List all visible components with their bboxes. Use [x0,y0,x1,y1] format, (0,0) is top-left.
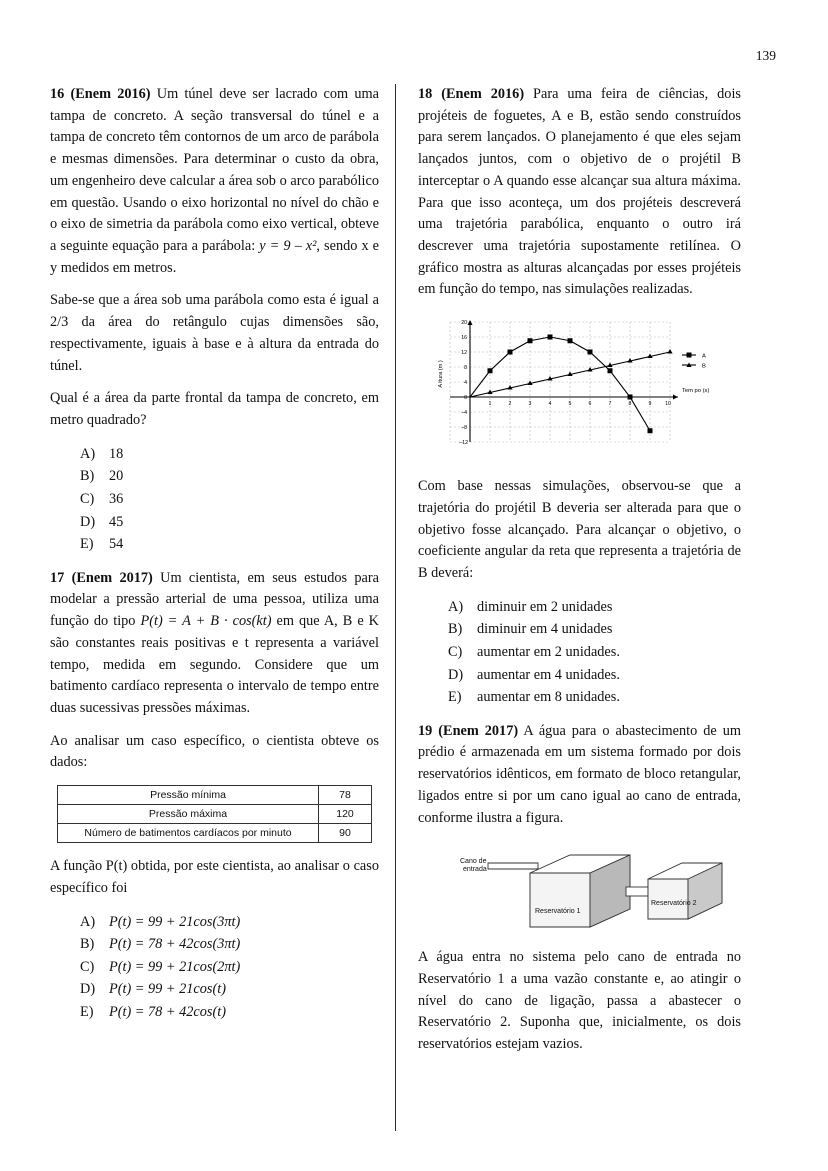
option-b[interactable] [80,465,379,488]
option-c[interactable] [448,641,741,664]
left-column [50,84,395,1131]
pipe-label-line2: entrada [462,866,487,874]
svg-text:20: 20 [460,320,467,327]
svg-text:1: 1 [488,401,491,408]
pressure-data-table [57,785,372,843]
option-b-text: diminuir em 4 unidades [477,621,613,638]
right-column [396,84,741,1131]
reservoir-2-label: Reservatório 2 [650,900,697,908]
option-a[interactable] [80,911,379,934]
row-label-batimentos: Número de batimentos cardíacos por minuto [58,824,319,843]
question-17-paragraph-3: A função P(t) obtida, por este cientista, ao analisar o caso específico foi [50,858,379,896]
question-16-text: Um túnel deve ser lacrado com uma tampa de concreto. A seção transversal do túnel e a tampa de concreto têm contornos de um arco de parábola e mesmas dimensões. Para determinar o custo da obra, um engenheiro deve calcular a área sob o arco parabólico em questão. Usando o eixo horizontal no nível do chão e o eixo de simetria da parábola como eixo vertical, obteve a seguinte equação para a parábola: [50,86,379,255]
pipe-label-line1: Cano de [459,858,486,866]
svg-text:–8: –8 [460,425,467,432]
option-b-label: B) [80,936,95,953]
question-16-paragraph-2: Sabe-se que a área sob uma parábola como esta é igual a 2/3 da área do retângulo cujas dimensões são, respectivamente, iguais à base e à altura da entrada do túnel. [50,292,379,374]
svg-text:0: 0 [463,395,467,402]
option-d-text: P(t) = 99 + 21cos(t) [109,981,226,998]
option-d[interactable] [80,978,379,1001]
row-label-pressao-maxima: Pressão máxima [58,805,319,824]
option-d[interactable] [80,511,379,534]
option-b-text: P(t) = 78 + 42cos(3πt) [109,936,241,953]
question-19-statement [418,721,741,830]
page-number: 139 [755,48,776,63]
question-18-paragraph-2: Com base nessas simulações, observou-se que a trajetória do projétil B deveria ser alterada para que o objetivo fosse alcançado. Para alcançar o objetivo, o coeficiente angular da reta que representa a trajetória de B deverá: [418,478,741,582]
svg-text:16: 16 [460,335,467,342]
option-e-label: E) [80,1003,94,1020]
option-a[interactable] [80,443,379,466]
option-c-label: C) [80,490,95,507]
reservoir-1-label: Reservatório 1 [534,908,581,916]
option-c-text: P(t) = 99 + 21cos(2πt) [109,958,241,975]
projectile-chart [430,312,730,462]
svg-text:7: 7 [608,401,611,408]
option-b[interactable] [80,933,379,956]
option-c-label: C) [80,958,95,975]
projectile-chart-wrapper [418,312,741,462]
svg-text:3: 3 [528,401,531,408]
svg-text:4: 4 [463,380,467,387]
option-d-label: D) [448,666,464,683]
option-a-text: 18 [109,445,124,462]
reservoir-svg [430,841,730,933]
question-18-text: Para uma feira de ciências, dois projéteis de foguetes, A e B, estão sendo construídos para serem lançados. O planejamento é que eles sejam lançados juntos, com o objetivo de o projétil B interceptar o A quando esse alcançar sua altura máxima. Para que isso aconteça, um dos projéteis descreverá uma trajetória parabólica, enquanto o outro irá descrever uma trajetória supostamente retilínea. O gráfico mostra as alturas alcançadas por esses projéteis em função do tempo, nas simulações realizadas. [418,86,741,298]
option-e-text: aumentar em 8 unidades. [477,689,620,706]
question-18-number: 18 (Enem 2016) [418,86,525,102]
svg-text:5: 5 [568,401,571,408]
option-c-label: C) [448,643,463,660]
option-e-text: 54 [109,536,124,553]
option-d-label: D) [80,981,96,998]
svg-text:B: B [701,363,706,370]
svg-text:2: 2 [508,401,511,408]
option-c[interactable] [80,488,379,511]
question-17-formula: P(t) = A + B · cos(kt) [140,613,272,630]
option-b-label: B) [448,621,463,638]
svg-text:–4: –4 [460,410,467,417]
question-16-number: 16 (Enem 2016) [50,86,151,102]
question-17-number: 17 (Enem 2017) [50,569,153,586]
chart-svg [430,312,730,462]
svg-text:4: 4 [548,401,551,408]
option-a-text: P(t) = 99 + 21cos(3πt) [109,913,241,930]
option-e[interactable] [80,1001,379,1024]
option-e-label: E) [80,536,94,553]
table-row [58,786,372,805]
pressure-table-wrapper [50,785,379,843]
option-d-label: D) [80,513,96,530]
question-18-statement [418,84,741,301]
svg-text:9: 9 [648,401,651,408]
question-17-options [50,911,379,1024]
question-16-paragraph-3: Qual é a área da parte frontal da tampa de concreto, em metro quadrado? [50,390,379,429]
svg-text:12: 12 [460,350,467,357]
question-18-options [418,596,741,709]
question-17-text-a: Um cientista, em seus estudos para modelar a pressão arterial de uma pessoa, utiliza uma função do tipo [50,569,379,630]
question-16-options [50,443,379,556]
svg-text:–12: –12 [458,440,468,447]
chart-legend [682,353,706,370]
option-a-label: A) [448,598,464,615]
svg-text:Tem po (s): Tem po (s) [681,388,709,395]
row-label-pressao-minima: Pressão mínima [58,786,319,805]
option-b[interactable] [448,618,741,641]
option-c-text: aumentar em 2 unidades. [477,643,620,660]
option-a-label: A) [80,445,96,462]
question-16-formula: y = 9 – x² [259,238,317,255]
option-a[interactable] [448,596,741,619]
option-c[interactable] [80,956,379,979]
option-b-label: B) [80,468,95,485]
reservoir-figure [430,841,730,933]
row-value-batimentos: 90 [319,824,372,843]
option-a-text: diminuir em 2 unidades [477,598,613,615]
question-17-text-b: em que A, B e K são constantes reais positivas e t representa a variável tempo, medida em segundo. Considere que um batimento cardíaco representa o intervalo de tempo entre duas sucessivas pressões máximas. [50,613,379,716]
option-d-text: aumentar em 4 unidades. [477,666,620,683]
svg-text:6: 6 [588,401,591,408]
row-value-pressao-maxima: 120 [319,805,372,824]
option-c-text: 36 [109,490,124,507]
option-e-text: P(t) = 78 + 42cos(t) [109,1003,226,1020]
svg-text:A ltura (m ): A ltura (m ) [437,360,444,388]
svg-text:A: A [701,353,706,360]
question-17-paragraph-2: Ao analisar um caso específico, o cientista obteve os dados: [50,732,379,771]
question-19-number: 19 (Enem 2017) [418,722,519,739]
question-19-paragraph-2: A água entra no sistema pelo cano de entrada no Reservatório 1 a uma vazão constante e, ao atingir o nível do cano de ligação, passa a abastecer o Reservatório 2. Suponha que, inicialmente, os dois reservatórios estejam vazios. [418,949,741,1053]
reservoir-figure-wrapper [418,841,741,933]
option-e[interactable] [448,686,741,709]
svg-text:8: 8 [463,365,467,372]
table-row [58,824,372,843]
option-a-label: A) [80,913,96,930]
row-value-pressao-minima: 78 [319,786,372,805]
svg-text:8: 8 [628,401,631,408]
question-17-statement [50,568,379,720]
option-d-text: 45 [109,513,124,530]
two-column-layout [50,84,780,1131]
question-16-statement [50,84,379,279]
table-row [58,805,372,824]
option-e-label: E) [448,689,462,706]
option-d[interactable] [448,664,741,687]
question-19-text: A água para o abastecimento de um prédio é armazenada em um sistema formado por dois reservatórios idênticos, em formato de bloco retangular, ligados entre si por um cano igual ao cano de entrada, conforme ilustra a figura. [418,722,741,826]
question-16-text-cont: , sendo x e y medidos em metros. [50,238,379,276]
svg-text:10: 10 [664,401,671,408]
option-e[interactable] [80,533,379,556]
option-b-text: 20 [109,468,124,485]
